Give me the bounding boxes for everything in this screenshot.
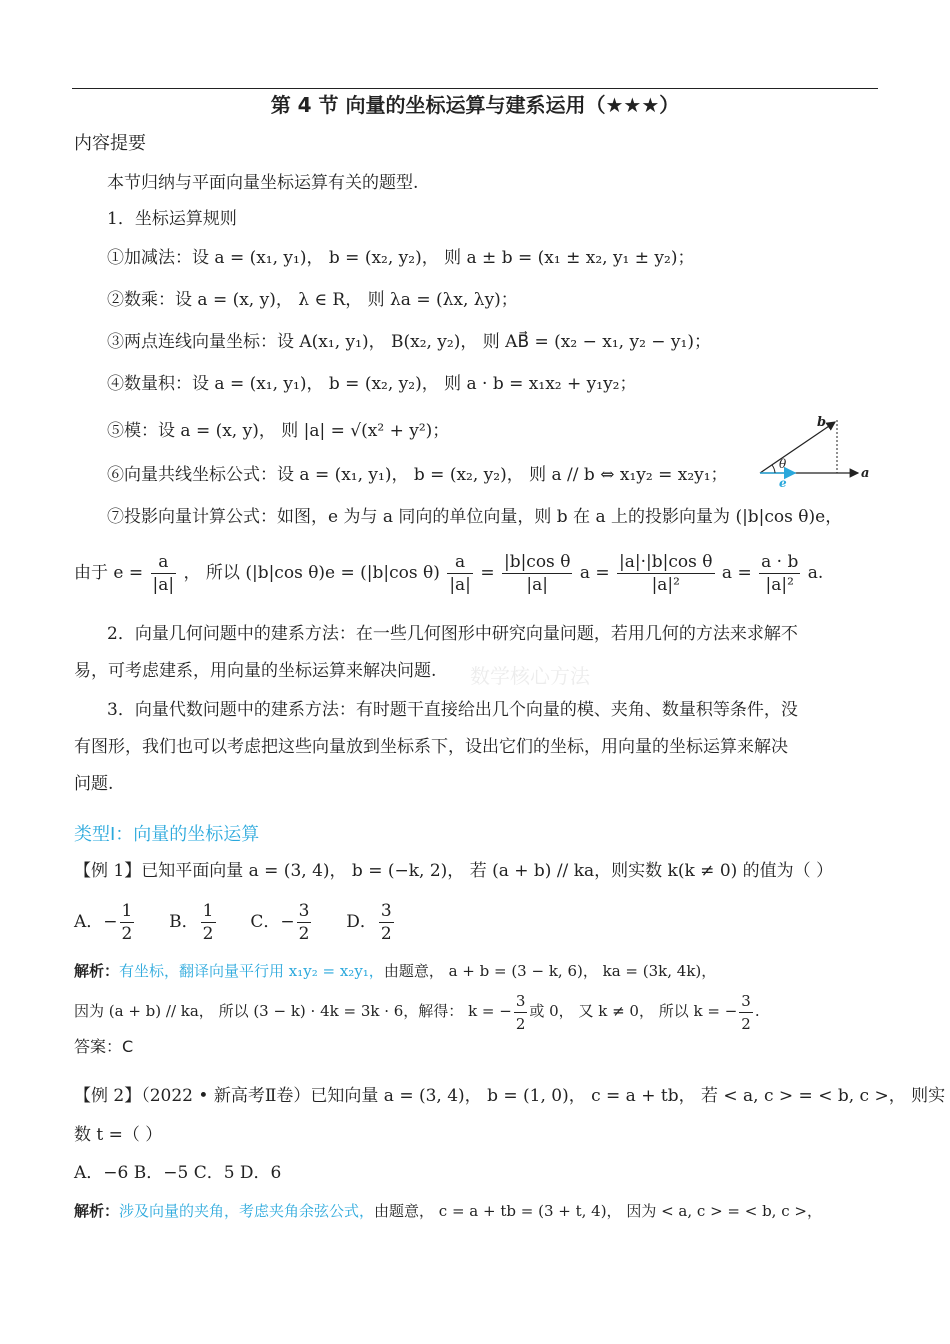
rule-projection: ⑦投影向量计算公式：如图，e 为与 a 同向的单位向量，则 b 在 a 上的投影向量为 (|b|cos θ)e，	[107, 507, 843, 527]
example1-solution: 因为 (a + b) // ka， 所以 (3 − k) · 4k = 3k · 6，解得： k = − $\frac{3}{2}$ 或 0， 又 k ≠ 0， 所以 k = − $\frac{3}{2}$ .	[74, 991, 760, 1033]
theta-arc	[772, 465, 775, 473]
figure-label-theta: θ	[779, 457, 787, 471]
analysis-hint: 有坐标，翻译向量平行用 x₁y₂ = x₂y₁，	[119, 962, 384, 980]
header-rule	[72, 88, 878, 89]
example1-stem: 【例 1】已知平面向量 a = (3, 4)， b = (−k, 2)， 若 (a + b) // ka，则实数 k(k ≠ 0) 的值为（ ）	[74, 861, 834, 881]
analysis-label: 解析：	[74, 962, 120, 980]
method3-line1: 3．向量代数问题中的建系方法：有时题干直接给出几个向量的模、夹角、数量积等条件，没	[107, 700, 798, 720]
figure-label-b: b	[817, 415, 827, 430]
option-b-fraction: $\frac{1}{2}$	[202, 901, 214, 944]
projection-figure	[755, 410, 880, 490]
rule-modulus: ⑤模：设 a = (x, y)， 则 |a| = √(x² + y²)；	[107, 421, 450, 441]
rule1-title: 1．坐标运算规则	[107, 209, 237, 229]
rule-add-sub: ①加减法：设 a = (x₁, y₁)， b = (x₂, y₂)， 则 a ± b = (x₁ ± x₂, y₁ ± y₂)；	[107, 248, 695, 268]
example2-analysis: 解析：涉及向量的夹角，考虑夹角余弦公式，由题意， c = a + tb = (3 + t, 4)， 因为 < a, c > = < b, c >，	[74, 1202, 822, 1220]
option-c-label: C．−	[250, 912, 295, 932]
example1-analysis	[74, 958, 716, 984]
fraction-e: $\frac{a}{|a|}$	[152, 552, 175, 595]
page-title: 第 4 节 向量的坐标运算与建系运用（★★★）	[270, 93, 680, 117]
option-c-fraction: $\frac{3}{2}$	[298, 901, 310, 944]
method3-line2: 有图形，我们也可以考虑把这些向量放到坐标系下，设出它们的坐标，用向量的坐标运算来解决	[74, 737, 788, 757]
rule-dot-product: ④数量积：设 a = (x₁, y₁)， b = (x₂, y₂)， 则 a · b = x₁x₂ + y₁y₂；	[107, 374, 637, 394]
option-d-label: D．	[346, 912, 377, 932]
option-d-fraction: $\frac{3}{2}$	[380, 901, 392, 944]
analysis-rest: 由题意， a + b = (3 − k, 6)， ka = (3k, 4k)，	[383, 962, 717, 980]
summary-intro: 本节归纳与平面向量坐标运算有关的题型.	[107, 173, 419, 193]
fraction-abcos: $\frac{\text{|a|·|b|cos θ}}{\text{|a|²}}$	[619, 552, 713, 595]
figure-label-a: a	[861, 466, 870, 481]
rule-scalar: ②数乘：设 a = (x, y)， λ ∈ R， 则 λa = (λx, λy)；	[107, 290, 518, 310]
example2-stem-line1: 【例 2】（2022 • 新高考Ⅱ卷）已知向量 a = (3, 4)， b = (1, 0)， c = a + tb， 若 < a, c > = < b, c >， 则实	[74, 1086, 946, 1106]
example2-options: A．−6 B．−5 C．5 D．6	[74, 1163, 282, 1183]
summary-heading: 内容提要	[74, 133, 146, 154]
watermark: 数学核心方法	[470, 664, 590, 688]
rule-two-points: ③两点连线向量坐标：设 A(x₁, y₁)， B(x₂, y₂)， 则 AB⃗ = (x₂ − x₁, y₂ − y₁)；	[107, 332, 711, 352]
method2-line2: 易，可考虑建系，用向量的坐标运算来解决问题.	[74, 661, 437, 681]
figure-label-e: e	[779, 476, 787, 490]
example1-options	[74, 897, 396, 947]
option-a-label: A．−	[74, 912, 118, 932]
fraction-unit: $\frac{a}{|a|}$	[449, 552, 471, 595]
projection-derivation: 由于 e = $\frac{a}{|a|}$ ， 所以 (|b|cos θ)e = (|b|cos θ) $\frac{a}{|a|}$ = $\frac{\text{|b|cos θ}}{|a|}$ a = $\frac{\text{|a|·|b|cos θ}}{\text{|a|²}}$ a = $\frac{a \cdot b}{\text{|a|²}}$ a.	[74, 552, 824, 595]
method2-line1: 2．向量几何问题中的建系方法：在一些几何图形中研究向量问题，若用几何的方法来求解不	[107, 624, 798, 644]
derivation-prefix: 由于 e =	[74, 563, 144, 583]
option-a-fraction: $\frac{1}{2}$	[121, 901, 133, 944]
fraction-bcos: $\frac{\text{|b|cos θ}}{|a|}$	[503, 552, 571, 595]
example2-stem-line2: 数 t =（ ）	[74, 1125, 163, 1145]
rule-collinear: ⑥向量共线坐标公式：设 a = (x₁, y₁)， b = (x₂, y₂)， 则 a // b ⇔ x₁y₂ = x₂y₁；	[107, 465, 728, 485]
derivation-mid: ， 所以 (|b|cos θ)e = (|b|cos θ)	[183, 563, 440, 583]
method3-line3: 问题.	[74, 774, 114, 794]
section-type-1-title: 类型Ⅰ：向量的坐标运算	[74, 824, 260, 845]
option-b-label: B．	[169, 912, 199, 932]
fraction-adotb: $\frac{a \cdot b}{\text{|a|²}}$	[761, 552, 799, 595]
example1-answer: 答案：C	[74, 1037, 134, 1056]
